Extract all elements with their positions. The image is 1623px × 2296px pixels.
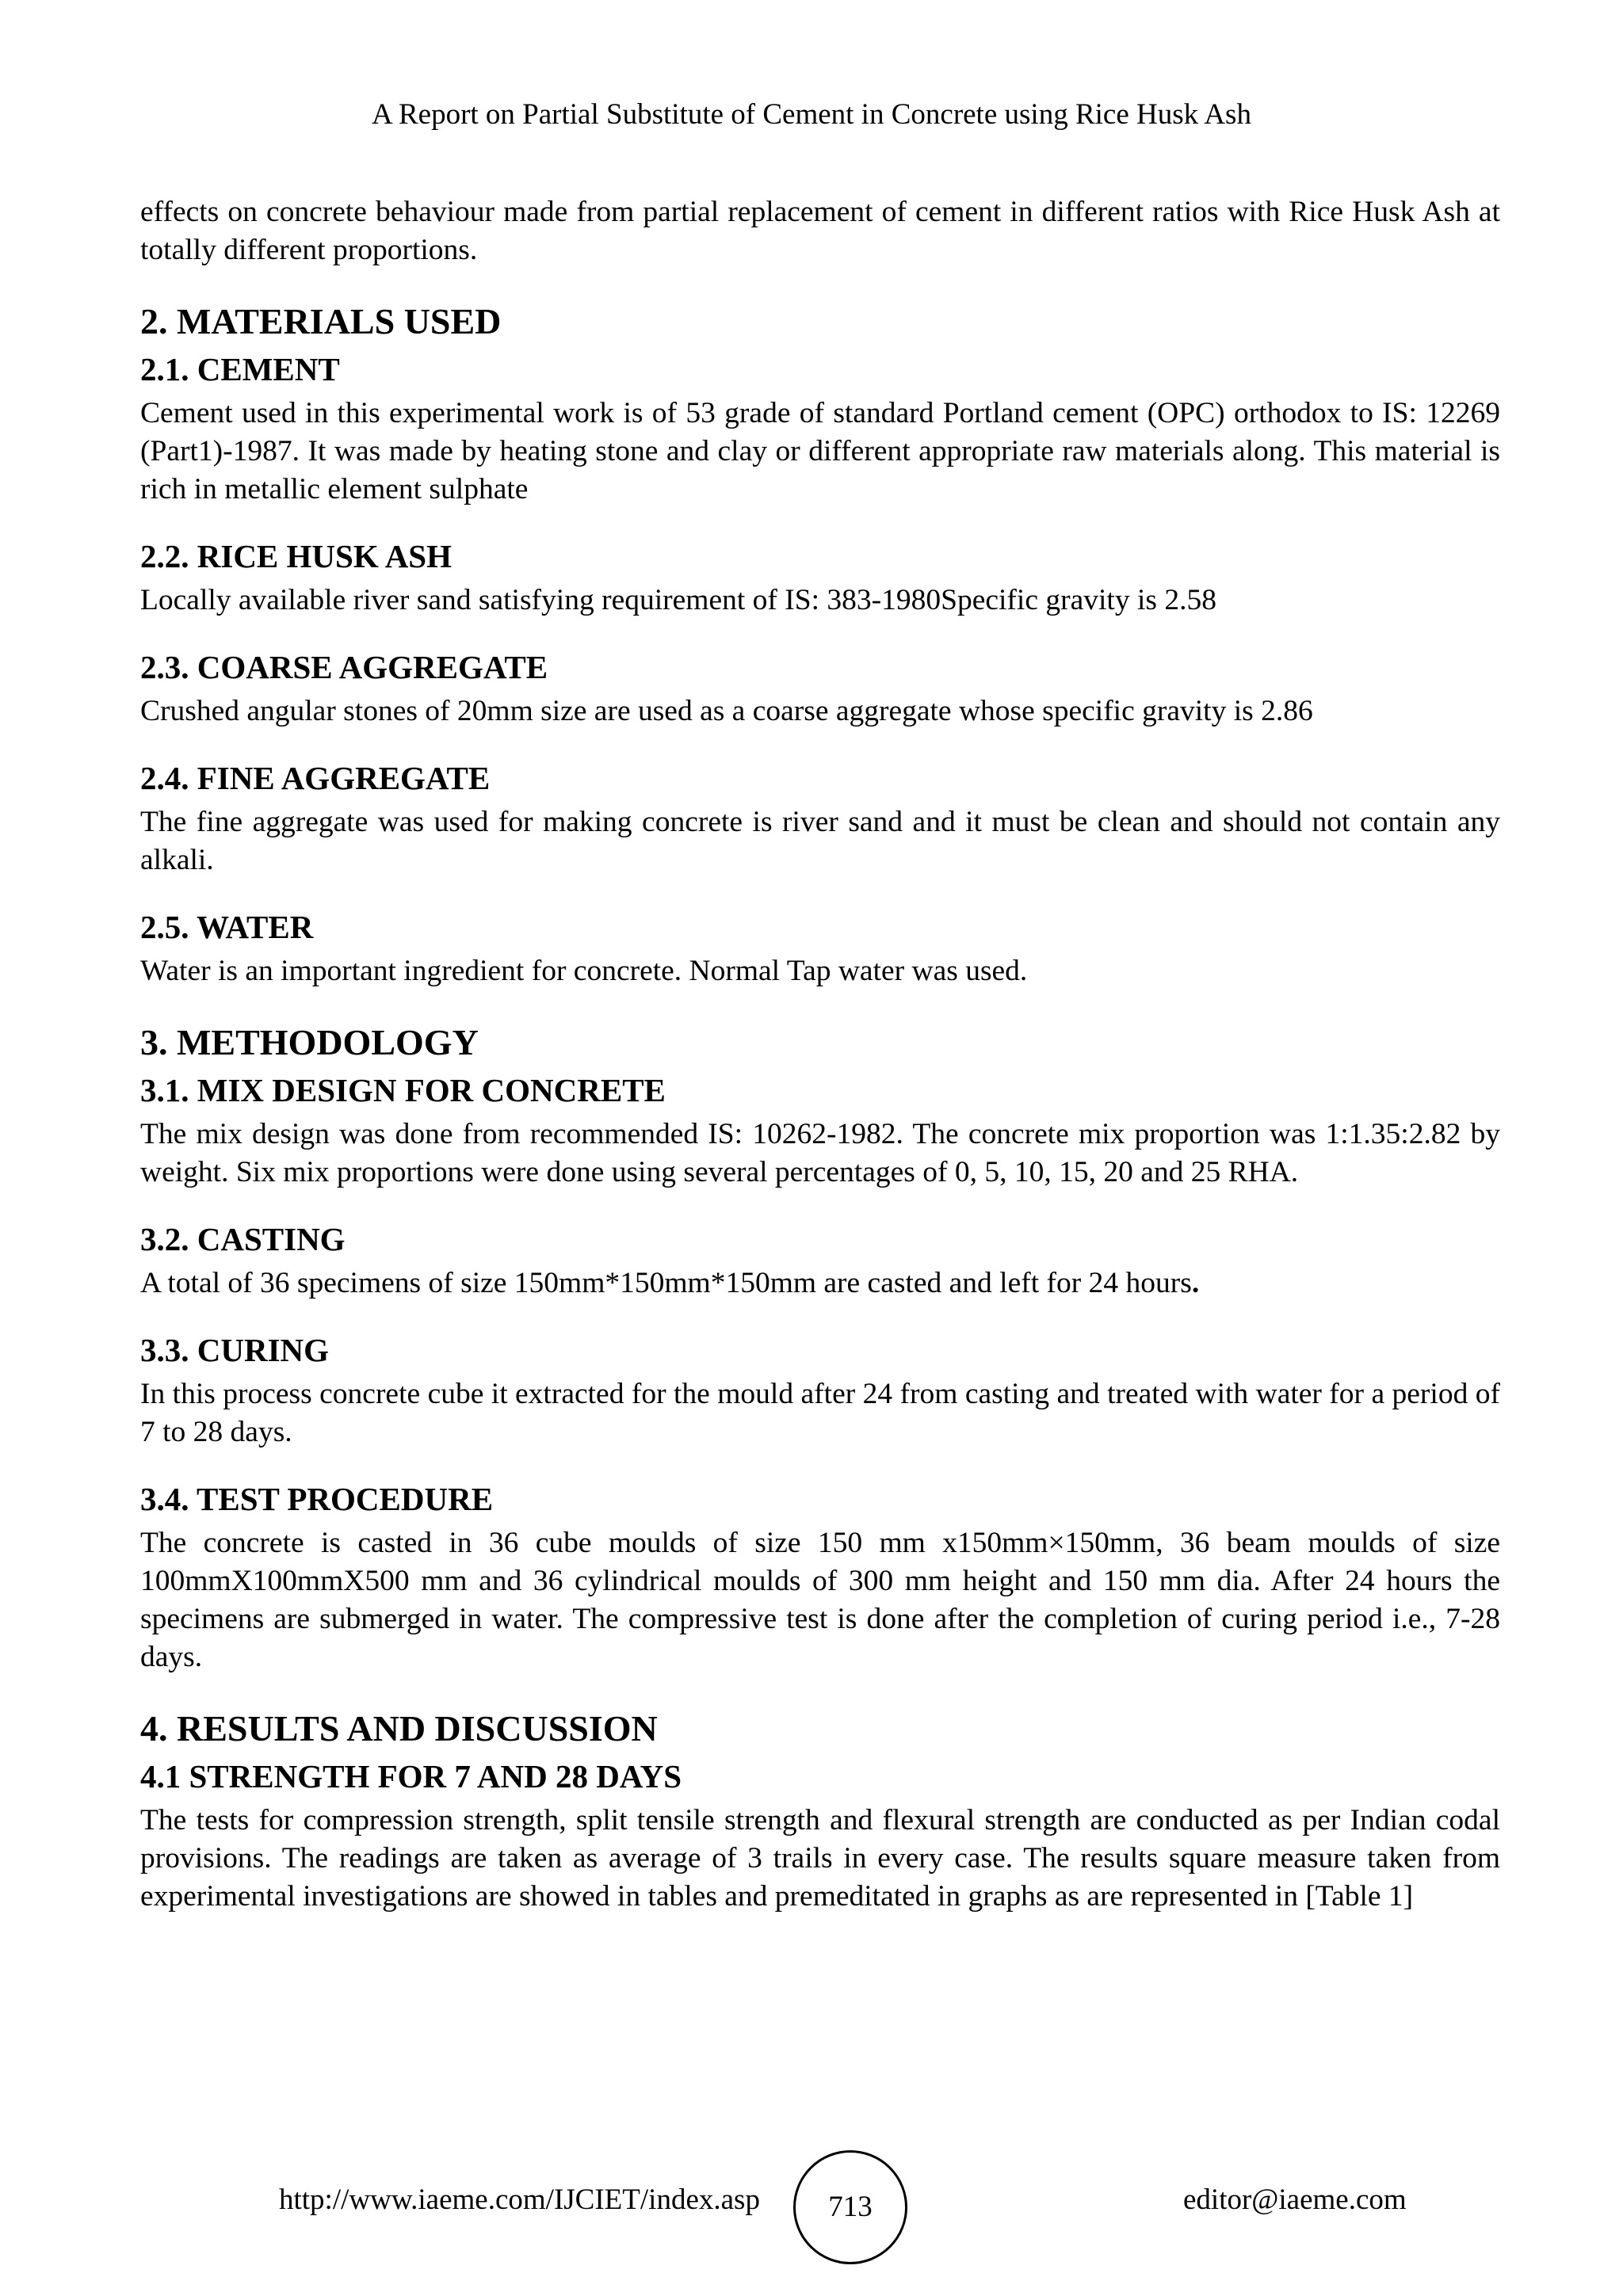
paragraph-casting: [140, 1264, 1500, 1302]
subsection-heading-strength: 4.1 STRENGTH FOR 7 AND 28 DAYS: [140, 1758, 682, 1794]
paragraph-water: Water is an important ingredient for concrete. Normal Tap water was used.: [140, 955, 1028, 987]
subsection-heading-mix-design: 3.1. MIX DESIGN FOR CONCRETE: [140, 1072, 666, 1108]
footer-email-link[interactable]: editor@iaeme.com: [1183, 2183, 1407, 2216]
page-footer: [0, 2150, 1623, 2269]
paragraph-strength: The tests for compression strength, split tensile strength and flexural strength are conducted as per Indian codal provisions. The readings are taken as average of 3 trails in every case. The results square measure taken from experimental investigations are showed in tables and premeditated in graphs as are represented in [Table 1]: [140, 1804, 1500, 1913]
paragraph-mix-design: The mix design was done from recommended IS: 10262-1982. The concrete mix proportion was 1:1.35:2.82 by weight. Six mix proportions were done using several percentages of 0, 5, 10, 15, 20 and 25 RHA.: [140, 1118, 1500, 1188]
section-heading-materials: 2. MATERIALS USED: [140, 301, 502, 341]
subsection-heading-casting: 3.2. CASTING: [140, 1221, 346, 1257]
paragraph-rice-husk-ash: Locally available river sand satisfying requirement of IS: 383-1980Specific gravity is 2.58: [140, 584, 1216, 616]
paragraph-curing: In this process concrete cube it extracted for the mould after 24 from casting and treated with water for a period of 7 to 28 days.: [140, 1378, 1500, 1448]
paragraph-test-procedure: The concrete is casted in 36 cube moulds of size 150 mm x150mm×150mm, 36 beam moulds of size 100mmX100mmX500 mm and 36 cylindrical moulds of 300 mm height and 150 mm dia. After 24 hours the specimens are submerged in water. The compressive test is done after the completion of curing period i.e., 7-28 days.: [140, 1527, 1500, 1673]
paragraph-casting-bold-period: .: [1191, 1267, 1200, 1299]
page-number-badge: 713: [793, 2150, 907, 2264]
paragraph-coarse-aggregate: Crushed angular stones of 20mm size are used as a coarse aggregate whose specific gravity is 2.86: [140, 695, 1313, 727]
running-header: A Report on Partial Substitute of Cement in Concrete using Rice Husk Ash: [372, 98, 1251, 131]
paragraph-cement: Cement used in this experimental work is of 53 grade of standard Portland cement (OPC) orthodox to IS: 12269 (Part1)-1987. It was made by heating stone and clay or different appropriate raw materials along. This material is rich in metallic element sulphate: [140, 397, 1500, 505]
subsection-heading-cement: 2.1. CEMENT: [140, 351, 340, 387]
section-heading-results: 4. RESULTS AND DISCUSSION: [140, 1708, 658, 1749]
paragraph-fine-aggregate: The fine aggregate was used for making concrete is river sand and it must be clean and should not contain any alkali.: [140, 806, 1500, 876]
intro-continuation-paragraph: effects on concrete behaviour made from partial replacement of cement in different ratios with Rice Husk Ash at totally different proportions.: [140, 196, 1500, 266]
subsection-heading-fine-aggregate: 2.4. FINE AGGREGATE: [140, 760, 491, 796]
subsection-heading-water: 2.5. WATER: [140, 909, 314, 945]
subsection-heading-curing: 3.3. CURING: [140, 1332, 330, 1368]
footer-url-link[interactable]: http://www.iaeme.com/IJCIET/index.asp: [279, 2183, 760, 2216]
page-body: [140, 193, 1500, 1916]
subsection-heading-coarse-aggregate: 2.3. COARSE AGGREGATE: [140, 649, 548, 685]
section-heading-methodology: 3. METHODOLOGY: [140, 1022, 479, 1062]
paragraph-casting-text: A total of 36 specimens of size 150mm*150mm*150mm are casted and left for 24 hours: [140, 1267, 1192, 1299]
subsection-heading-rice-husk-ash: 2.2. RICE HUSK ASH: [140, 538, 453, 574]
subsection-heading-test-procedure: 3.4. TEST PROCEDURE: [140, 1481, 494, 1517]
